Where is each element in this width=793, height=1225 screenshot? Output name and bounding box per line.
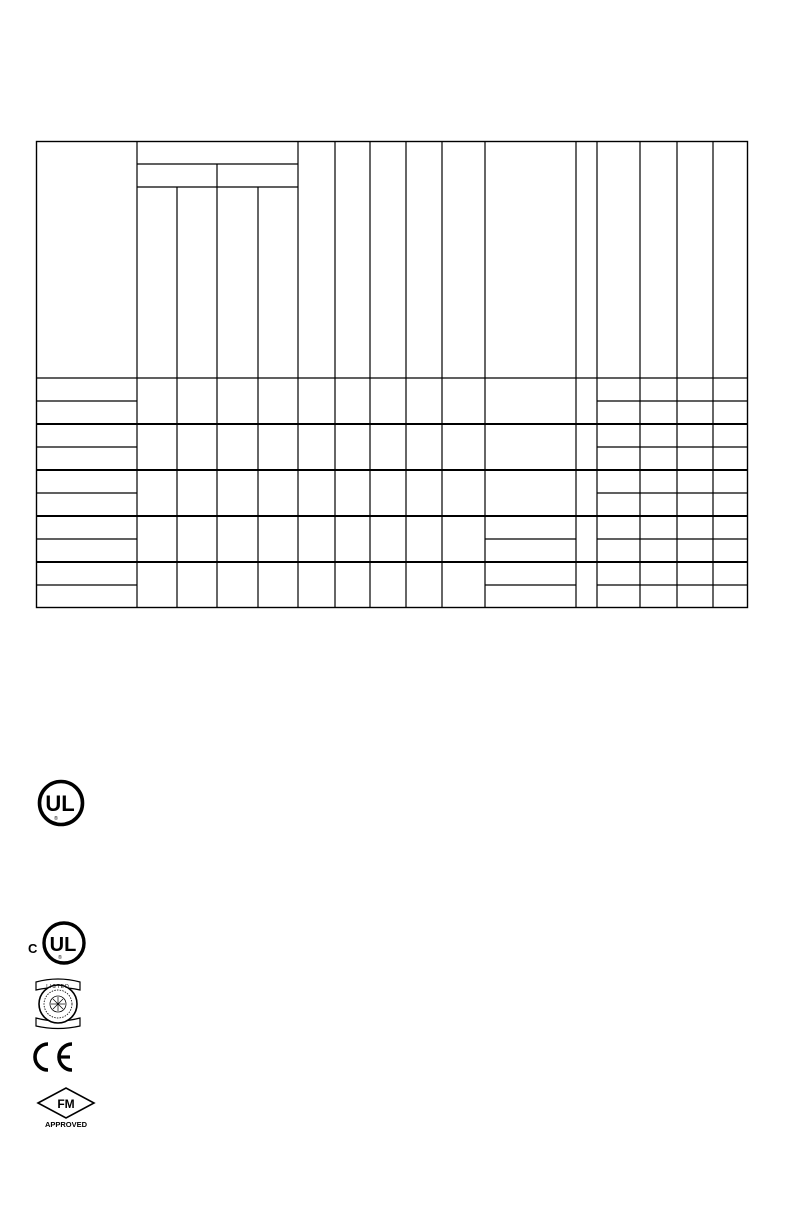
- csfm-listed-seal: [26, 976, 90, 1032]
- svg-text:C: C: [28, 941, 38, 956]
- fm-approved-mark: [34, 1086, 98, 1130]
- svg-text:LISTED: LISTED: [46, 984, 70, 990]
- svg-text:UL: UL: [49, 934, 77, 956]
- table-border: [37, 142, 748, 608]
- ul-listed-mark: [36, 778, 86, 828]
- ce-mark: [28, 1040, 84, 1074]
- svg-text:UL: UL: [45, 791, 75, 816]
- svg-text:FM: FM: [57, 1097, 75, 1111]
- svg-text:®: ®: [58, 955, 62, 961]
- svg-text:APPROVED: APPROVED: [44, 1120, 88, 1129]
- c-ul-listed-mark: [24, 918, 90, 968]
- svg-text:®: ®: [54, 816, 58, 822]
